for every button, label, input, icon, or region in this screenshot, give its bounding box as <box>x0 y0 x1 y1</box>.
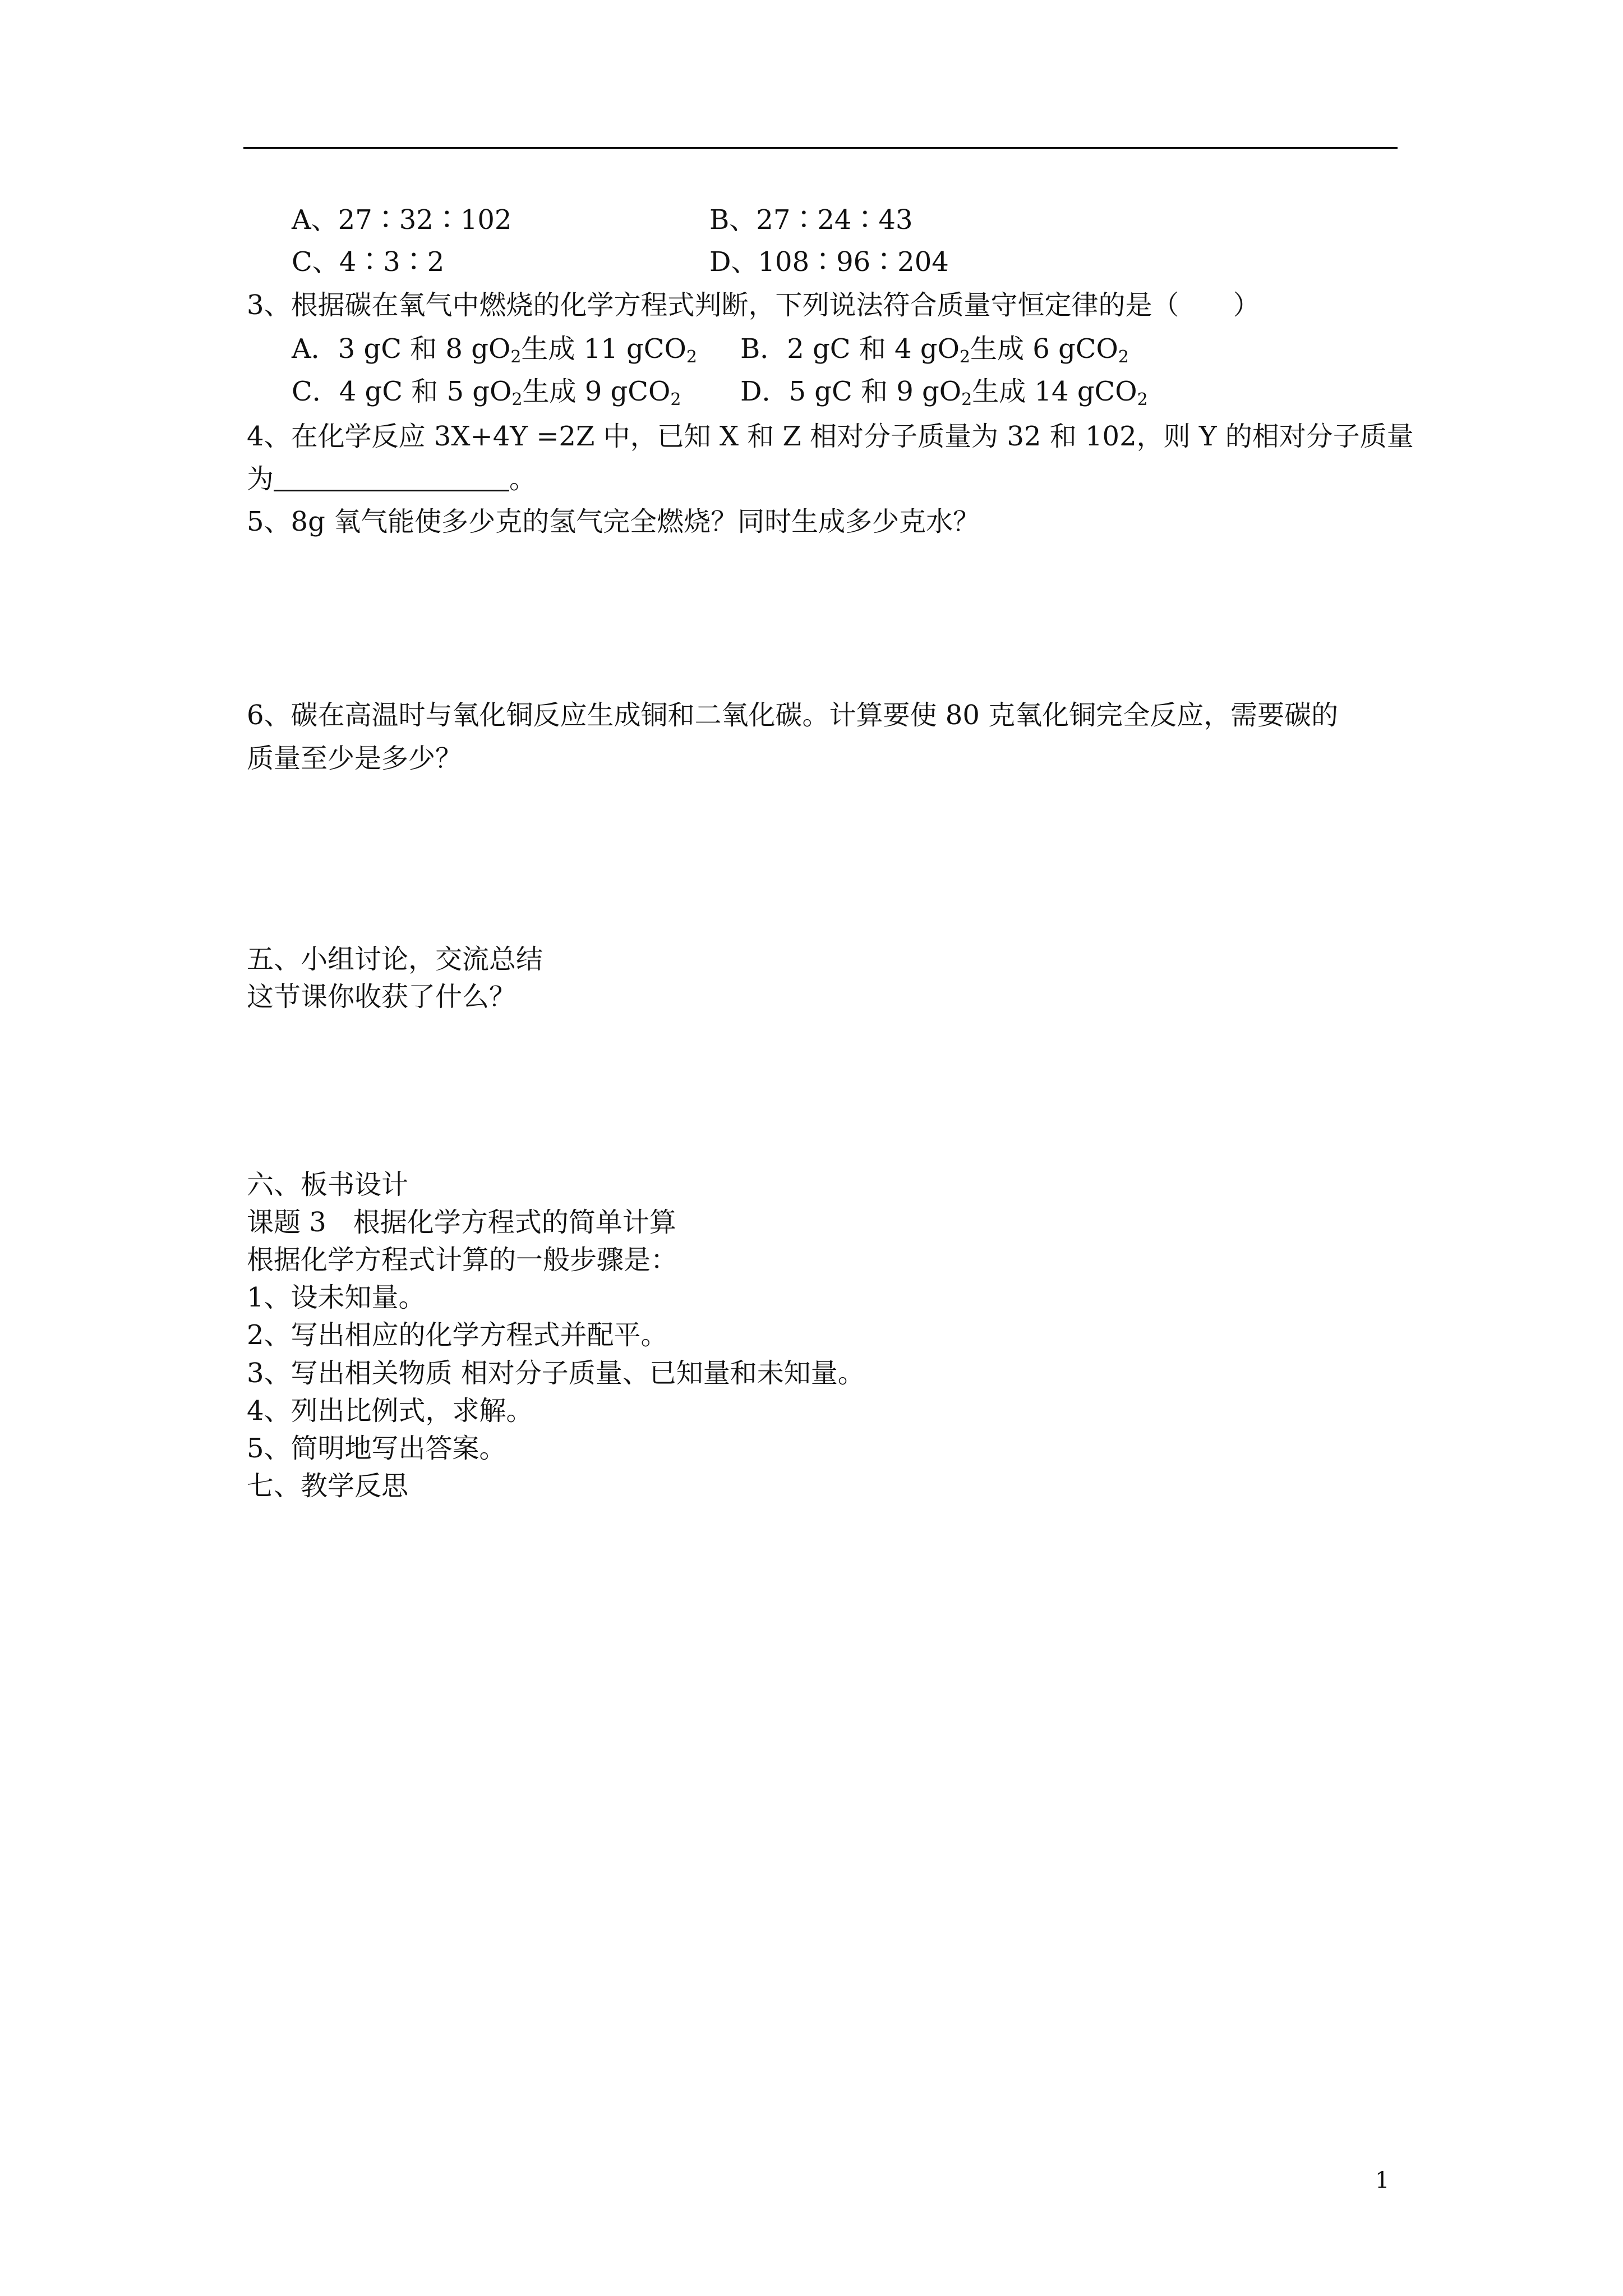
step-2: 2、写出相应的化学方程式并配平。 <box>247 1319 668 1351</box>
q6-line2: 质量至少是多少？ <box>247 743 463 774</box>
q5-text: 5、8g 氧气能使多少克的氢气完全燃烧？同时生成多少克水？ <box>247 506 980 537</box>
section6-heading: 六、板书设计 <box>247 1169 409 1200</box>
q3-option-a: A．3 gC 和 8 $gO_2$生成 11 gCO$_2$ <box>292 333 697 367</box>
step-4: 4、列出比例式，求解。 <box>247 1395 533 1427</box>
q2-option-b: B、27∶24∶43 <box>709 204 913 236</box>
q2-option-c: C、4∶3∶2 <box>292 246 445 278</box>
section7-heading: 七、教学反思 <box>247 1470 409 1502</box>
section6-intro: 根据化学方程式计算的一般步骤是： <box>247 1244 678 1276</box>
q3-option-c: C．4 gC 和 5 $gO_2$生成 9 gCO$_2$ <box>292 376 681 409</box>
q3-stem: 3、根据碳在氧气中燃烧的化学方程式判断，下列说法符合质量守恒定律的是（ ） <box>247 289 1260 321</box>
section6-title: 课题 3 根据化学方程式的简单计算 <box>247 1207 676 1238</box>
q4-line1: 4、在化学反应 3X+4Y =2Z 中，已知 X 和 Z 相对分子质量为 32 和 102，则 Y 的相对分子质量 <box>247 421 1414 452</box>
header-rule <box>243 147 1398 149</box>
step-5: 5、简明地写出答案。 <box>247 1433 506 1464</box>
q6-line1: 6、碳在高温时与氧化铜反应生成铜和二氧化碳。计算要使 80 克氧化铜完全反应，需要碳的 <box>247 700 1339 731</box>
section5-heading: 五、小组讨论，交流总结 <box>247 944 543 975</box>
q3-option-d: D．5 gC 和 9 $gO_2$生成 14 gCO$_2$ <box>740 376 1148 409</box>
q2-option-a: A、27∶32∶102 <box>292 204 512 236</box>
q4-answer-blank[interactable] <box>274 465 509 491</box>
q3-option-b: B．2 gC 和 4 $gO_2$生成 6 gCO$_2$ <box>740 333 1129 367</box>
page-number: 1 <box>1375 2168 1390 2193</box>
q2-option-d: D、108∶96∶204 <box>709 246 949 278</box>
q4-line2: 为 。 <box>247 463 537 495</box>
step-1: 1、设未知量。 <box>247 1282 426 1313</box>
section5-prompt: 这节课你收获了什么？ <box>247 981 517 1013</box>
step-3: 3、写出相关物质 相对分子质量、已知量和未知量。 <box>247 1358 865 1389</box>
